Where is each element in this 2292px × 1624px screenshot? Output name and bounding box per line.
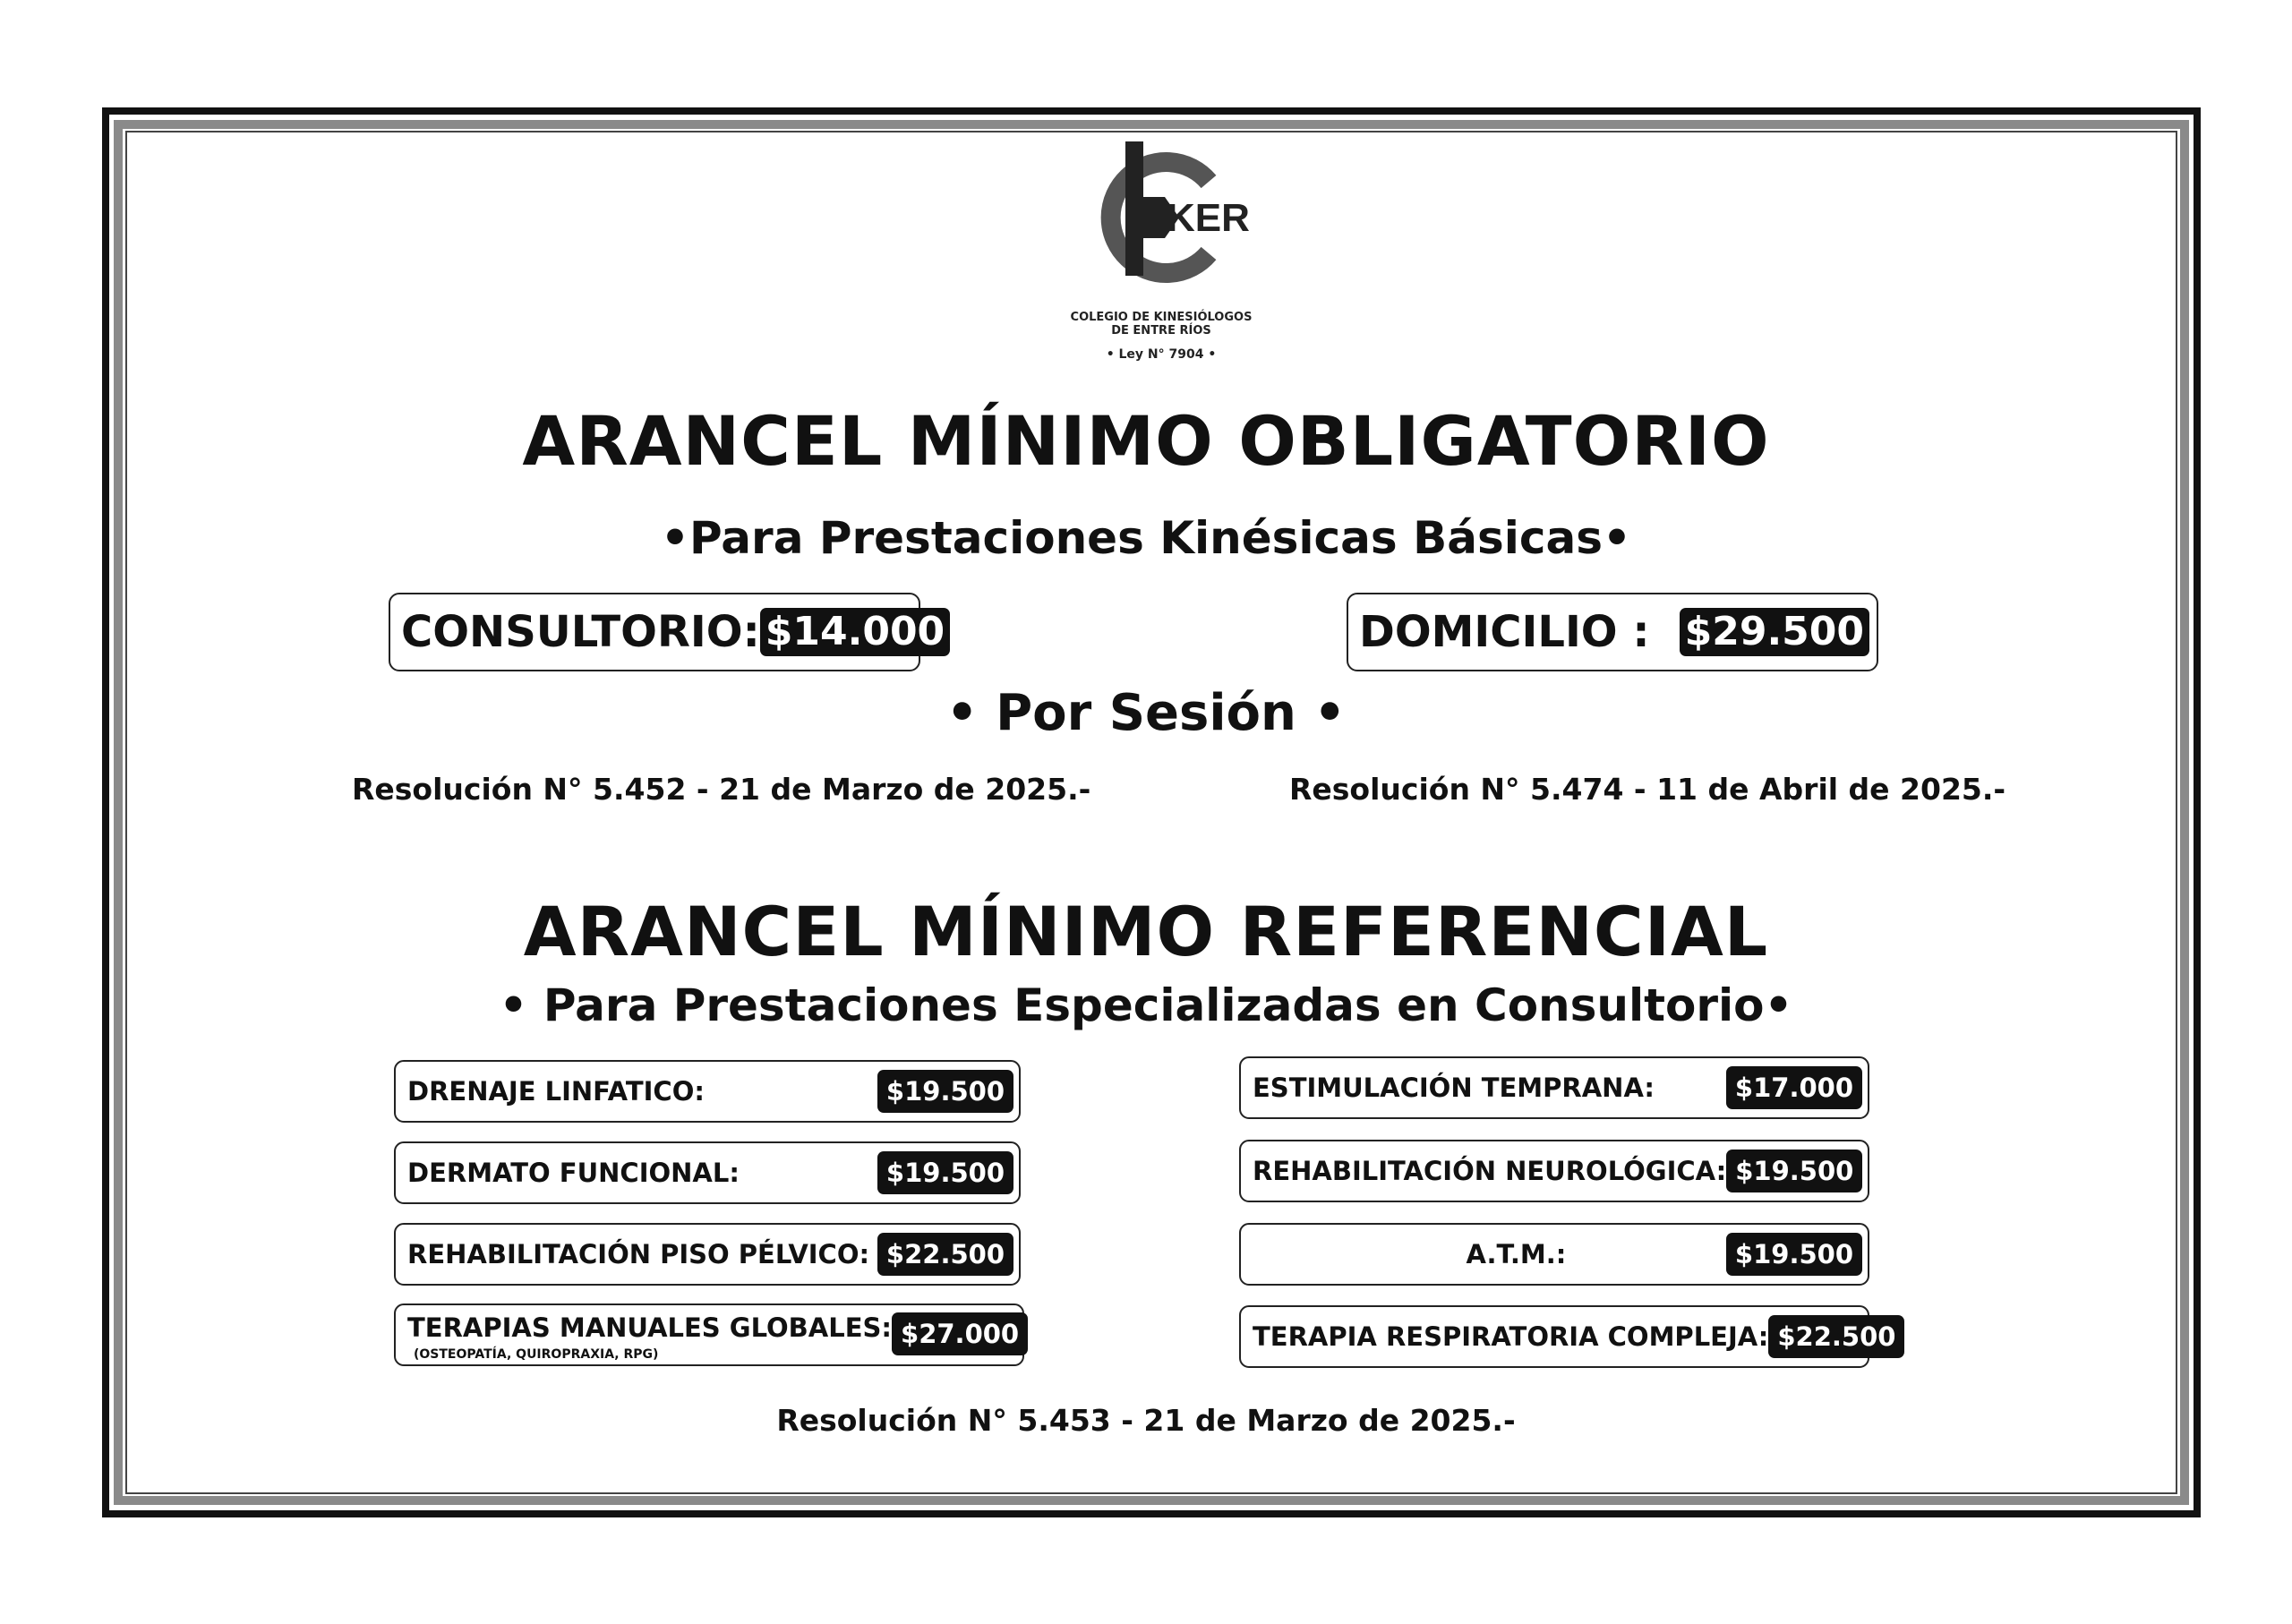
subtitle-especializadas: • Para Prestaciones Especializadas en Consultorio• [499,979,1793,1031]
service-price: $17.000 [1726,1066,1862,1109]
service-estimulacion-temprana [1239,1056,1869,1119]
subtitle-basicas: •Para Prestaciones Kinésicas Básicas• [661,512,1631,564]
service-label: REHABILITACIÓN PISO PÉLVICO: [407,1239,870,1269]
consultorio-label: CONSULTORIO: [401,607,760,657]
logo-org-line1: COLEGIO DE KINESIÓLOGOS [1070,311,1253,324]
consultorio-price: $14.000 [760,608,950,656]
service-label: TERAPIA RESPIRATORIA COMPLEJA: [1253,1321,1769,1352]
service-label: DRENAJE LINFATICO: [407,1076,705,1107]
service-price: $19.500 [1726,1233,1862,1276]
service-price: $22.500 [877,1233,1013,1276]
domicilio-box [1347,593,1878,671]
service-atm [1239,1223,1869,1286]
domicilio-label: DOMICILIO : [1359,607,1650,657]
title-obligatorio: ARANCEL MÍNIMO OBLIGATORIO [522,401,1770,481]
title-referencial: ARANCEL MÍNIMO REFERENCIAL [523,892,1769,971]
logo-org-name [982,312,1340,338]
service-label: ESTIMULACIÓN TEMPRANA: [1253,1073,1655,1103]
service-label: REHABILITACIÓN NEUROLÓGICA: [1253,1156,1727,1186]
service-dermato-funcional [394,1141,1021,1204]
service-note: (OSTEOPATÍA, QUIROPRAXIA, RPG) [414,1347,659,1362]
service-price: $19.500 [877,1070,1013,1113]
service-piso-pelvico [394,1223,1021,1286]
service-terapia-respiratoria [1239,1305,1896,1368]
logo-mark: KER [1167,196,1249,240]
consultorio-box [389,593,945,671]
service-drenaje-linfatico [394,1060,1021,1123]
service-price: $22.500 [1768,1315,1904,1358]
resolution-referencial: Resolución N° 5.453 - 21 de Marzo de 2025.- [776,1403,1516,1438]
logo-law: • Ley N° 7904 • [1106,347,1217,362]
per-session: • Por Sesión • [945,684,1347,742]
service-price: $19.500 [1726,1150,1862,1192]
service-label: A.T.M.: [1466,1239,1567,1269]
domicilio-price: $29.500 [1680,608,1869,656]
logo-org-line2: DE ENTRE RÍOS [1111,323,1211,338]
service-label: DERMATO FUNCIONAL: [407,1158,740,1188]
service-price: $27.000 [892,1312,1028,1355]
service-rehab-neurologica [1239,1140,1869,1202]
service-terapias-manuales [394,1303,1024,1366]
service-price: $19.500 [877,1151,1013,1194]
service-label: TERAPIAS MANUALES GLOBALES: [407,1312,893,1343]
resolution-consultorio: Resolución N° 5.452 - 21 de Marzo de 2025.- [352,772,1091,807]
resolution-domicilio: Resolución N° 5.474 - 11 de Abril de 2025.- [1289,772,2006,807]
ker-logo [1070,141,1249,294]
